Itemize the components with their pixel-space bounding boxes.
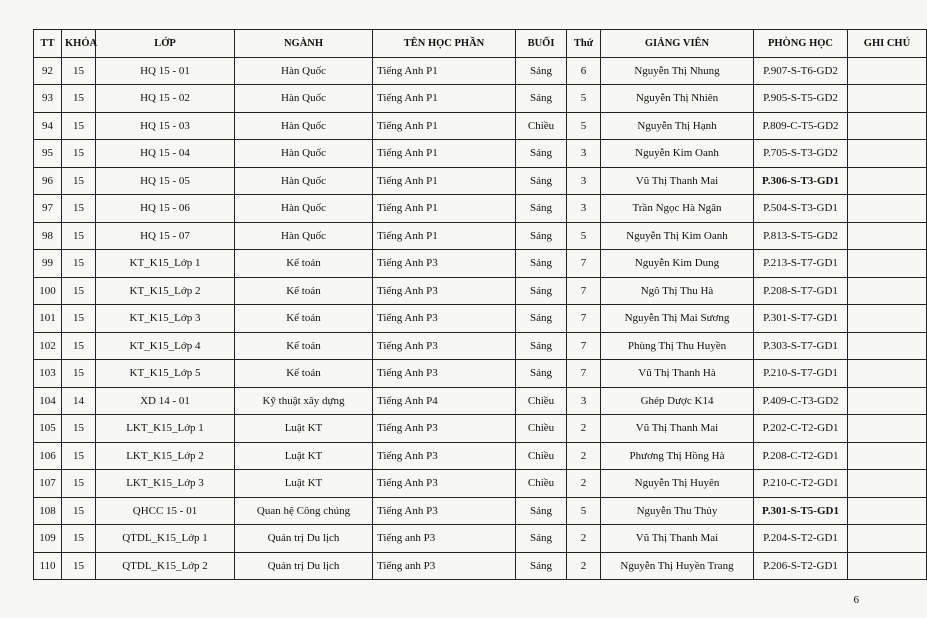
cell-ten-hoc-phan: Tiếng Anh P1 [373,222,516,250]
cell-tt: 103 [34,360,62,388]
cell-buoi: Sáng [516,277,567,305]
col-phong-hoc-header: PHÒNG HỌC [754,30,848,58]
cell-buoi: Sáng [516,525,567,553]
cell-nganh: Kế toán [235,250,373,278]
cell-ten-hoc-phan: Tiếng Anh P3 [373,250,516,278]
cell-buoi: Sáng [516,305,567,333]
cell-thu: 5 [567,85,601,113]
col-ten-hoc-phan-header: TÊN HỌC PHẦN [373,30,516,58]
table-row [34,470,927,498]
cell-giang-vien: Nguyễn Thị Mai Sương [601,305,754,333]
cell-nganh: Kế toán [235,332,373,360]
cell-thu: 3 [567,167,601,195]
cell-lop: HQ 15 - 06 [96,195,235,223]
cell-ten-hoc-phan: Tiếng Anh P3 [373,442,516,470]
cell-buoi: Chiều [516,387,567,415]
cell-lop: QTDL_K15_Lớp 2 [96,552,235,580]
cell-ten-hoc-phan: Tiếng Anh P4 [373,387,516,415]
cell-tt: 110 [34,552,62,580]
cell-ghi-chu [848,85,927,113]
cell-giang-vien: Trần Ngọc Hà Ngân [601,195,754,223]
cell-ten-hoc-phan: Tiếng Anh P3 [373,277,516,305]
table-row [34,112,927,140]
cell-phong-hoc: P.206-S-T2-GD1 [754,552,848,580]
cell-tt: 93 [34,85,62,113]
table-row [34,277,927,305]
cell-giang-vien: Nguyễn Thị Huyên [601,470,754,498]
cell-phong-hoc: P.905-S-T5-GD2 [754,85,848,113]
cell-thu: 6 [567,57,601,85]
cell-buoi: Sáng [516,167,567,195]
cell-lop: HQ 15 - 04 [96,140,235,168]
table-row [34,442,927,470]
cell-giang-vien: Vũ Thị Thanh Hà [601,360,754,388]
cell-ten-hoc-phan: Tiếng Anh P1 [373,85,516,113]
cell-giang-vien: Ngô Thị Thu Hà [601,277,754,305]
cell-phong-hoc: P.504-S-T3-GD1 [754,195,848,223]
cell-buoi: Chiều [516,415,567,443]
cell-khoa: 15 [62,360,96,388]
cell-giang-vien: Nguyễn Thị Huyền Trang [601,552,754,580]
cell-tt: 109 [34,525,62,553]
cell-buoi: Sáng [516,57,567,85]
cell-khoa: 15 [62,552,96,580]
cell-giang-vien: Vũ Thị Thanh Mai [601,525,754,553]
cell-nganh: Kế toán [235,277,373,305]
cell-nganh: Hàn Quốc [235,112,373,140]
cell-tt: 98 [34,222,62,250]
cell-tt: 102 [34,332,62,360]
cell-nganh: Hàn Quốc [235,57,373,85]
cell-ghi-chu [848,442,927,470]
cell-thu: 2 [567,442,601,470]
cell-lop: LKT_K15_Lớp 3 [96,470,235,498]
cell-khoa: 15 [62,250,96,278]
cell-khoa: 15 [62,497,96,525]
header-row [34,30,927,58]
cell-thu: 7 [567,360,601,388]
cell-phong-hoc: P.210-S-T7-GD1 [754,360,848,388]
cell-phong-hoc: P.202-C-T2-GD1 [754,415,848,443]
cell-ten-hoc-phan: Tiếng Anh P1 [373,57,516,85]
cell-khoa: 15 [62,470,96,498]
cell-tt: 100 [34,277,62,305]
cell-ten-hoc-phan: Tiếng Anh P3 [373,332,516,360]
cell-buoi: Sáng [516,195,567,223]
cell-lop: HQ 15 - 07 [96,222,235,250]
cell-buoi: Chiều [516,442,567,470]
cell-buoi: Sáng [516,497,567,525]
cell-tt: 106 [34,442,62,470]
cell-nganh: Kế toán [235,360,373,388]
cell-nganh: Hàn Quốc [235,140,373,168]
cell-khoa: 15 [62,305,96,333]
cell-phong-hoc: P.809-C-T5-GD2 [754,112,848,140]
cell-lop: QHCC 15 - 01 [96,497,235,525]
cell-lop: KT_K15_Lớp 1 [96,250,235,278]
cell-thu: 2 [567,525,601,553]
cell-khoa: 15 [62,57,96,85]
table-row [34,552,927,580]
cell-nganh: Hàn Quốc [235,167,373,195]
cell-thu: 7 [567,332,601,360]
cell-ghi-chu [848,250,927,278]
cell-lop: HQ 15 - 05 [96,167,235,195]
cell-lop: HQ 15 - 02 [96,85,235,113]
cell-khoa: 15 [62,167,96,195]
cell-tt: 101 [34,305,62,333]
cell-khoa: 15 [62,112,96,140]
cell-thu: 7 [567,250,601,278]
schedule-table [33,29,927,580]
cell-thu: 5 [567,497,601,525]
col-nganh-header: NGÀNH [235,30,373,58]
cell-buoi: Sáng [516,360,567,388]
col-lop-header: LỚP [96,30,235,58]
cell-phong-hoc: P.409-C-T3-GD2 [754,387,848,415]
cell-lop: KT_K15_Lớp 5 [96,360,235,388]
table-row [34,305,927,333]
cell-phong-hoc: P.813-S-T5-GD2 [754,222,848,250]
cell-tt: 97 [34,195,62,223]
cell-phong-hoc: P.210-C-T2-GD1 [754,470,848,498]
cell-ten-hoc-phan: Tiếng Anh P3 [373,360,516,388]
cell-thu: 3 [567,195,601,223]
cell-phong-hoc: P.301-S-T5-GD1 [754,497,848,525]
cell-nganh: Quan hệ Công chúng [235,497,373,525]
cell-nganh: Hàn Quốc [235,85,373,113]
cell-ten-hoc-phan: Tiếng Anh P3 [373,305,516,333]
cell-tt: 99 [34,250,62,278]
cell-ten-hoc-phan: Tiếng Anh P1 [373,112,516,140]
cell-ghi-chu [848,552,927,580]
cell-buoi: Chiều [516,112,567,140]
cell-giang-vien: Nguyễn Kim Oanh [601,140,754,168]
cell-giang-vien: Nguyễn Thị Nhung [601,57,754,85]
cell-giang-vien: Vũ Thị Thanh Mai [601,415,754,443]
cell-ghi-chu [848,305,927,333]
cell-phong-hoc: P.301-S-T7-GD1 [754,305,848,333]
cell-buoi: Sáng [516,140,567,168]
cell-ten-hoc-phan: Tiếng Anh P3 [373,415,516,443]
table-row [34,332,927,360]
cell-ghi-chu [848,277,927,305]
cell-thu: 5 [567,222,601,250]
cell-nganh: Luật KT [235,470,373,498]
cell-nganh: Hàn Quốc [235,222,373,250]
cell-ghi-chu [848,167,927,195]
table-row [34,497,927,525]
cell-khoa: 15 [62,525,96,553]
cell-lop: XD 14 - 01 [96,387,235,415]
table-row [34,525,927,553]
cell-ghi-chu [848,332,927,360]
cell-ghi-chu [848,387,927,415]
table-row [34,387,927,415]
cell-ghi-chu [848,57,927,85]
cell-ten-hoc-phan: Tiếng Anh P1 [373,140,516,168]
cell-tt: 92 [34,57,62,85]
cell-ghi-chu [848,140,927,168]
table-body [34,57,927,580]
col-buoi-header: BUỔI [516,30,567,58]
col-ghi-chu-header: GHI CHÚ [848,30,927,58]
cell-phong-hoc: P.303-S-T7-GD1 [754,332,848,360]
table-row [34,195,927,223]
cell-nganh: Quản trị Du lịch [235,525,373,553]
cell-thu: 2 [567,552,601,580]
cell-giang-vien: Vũ Thị Thanh Mai [601,167,754,195]
cell-thu: 5 [567,112,601,140]
col-khoa-header: KHÓA [62,30,96,58]
cell-giang-vien: Nguyễn Thu Thủy [601,497,754,525]
cell-phong-hoc: P.306-S-T3-GD1 [754,167,848,195]
table-row [34,140,927,168]
cell-nganh: Quản trị Du lịch [235,552,373,580]
table-row [34,360,927,388]
cell-lop: LKT_K15_Lớp 1 [96,415,235,443]
cell-nganh: Kỹ thuật xây dựng [235,387,373,415]
cell-phong-hoc: P.204-S-T2-GD1 [754,525,848,553]
cell-buoi: Sáng [516,332,567,360]
cell-nganh: Luật KT [235,442,373,470]
cell-khoa: 15 [62,332,96,360]
cell-giang-vien: Phùng Thị Thu Huyền [601,332,754,360]
cell-giang-vien: Phương Thị Hồng Hà [601,442,754,470]
cell-ghi-chu [848,497,927,525]
col-giang-vien-header: GIẢNG VIÊN [601,30,754,58]
col-thu-header: Thứ [567,30,601,58]
cell-ghi-chu [848,525,927,553]
cell-ten-hoc-phan: Tiếng anh P3 [373,525,516,553]
cell-lop: KT_K15_Lớp 2 [96,277,235,305]
cell-ten-hoc-phan: Tiếng Anh P1 [373,167,516,195]
cell-buoi: Chiều [516,470,567,498]
cell-buoi: Sáng [516,552,567,580]
cell-thu: 3 [567,140,601,168]
cell-khoa: 15 [62,140,96,168]
cell-thu: 7 [567,277,601,305]
cell-khoa: 15 [62,277,96,305]
cell-phong-hoc: P.907-S-T6-GD2 [754,57,848,85]
cell-ghi-chu [848,195,927,223]
cell-lop: HQ 15 - 01 [96,57,235,85]
cell-phong-hoc: P.213-S-T7-GD1 [754,250,848,278]
cell-lop: QTDL_K15_Lớp 1 [96,525,235,553]
cell-khoa: 15 [62,195,96,223]
cell-khoa: 15 [62,442,96,470]
table-row [34,167,927,195]
cell-phong-hoc: P.208-C-T2-GD1 [754,442,848,470]
cell-tt: 96 [34,167,62,195]
cell-ten-hoc-phan: Tiếng Anh P1 [373,195,516,223]
cell-phong-hoc: P.208-S-T7-GD1 [754,277,848,305]
cell-thu: 7 [567,305,601,333]
cell-nganh: Luật KT [235,415,373,443]
table-row [34,415,927,443]
cell-ghi-chu [848,360,927,388]
cell-tt: 94 [34,112,62,140]
cell-khoa: 14 [62,387,96,415]
cell-lop: KT_K15_Lớp 4 [96,332,235,360]
cell-buoi: Sáng [516,222,567,250]
cell-tt: 105 [34,415,62,443]
col-tt-header: TT [34,30,62,58]
cell-giang-vien: Nguyễn Kim Dung [601,250,754,278]
cell-ghi-chu [848,470,927,498]
cell-giang-vien: Nguyễn Thị Hạnh [601,112,754,140]
cell-khoa: 15 [62,85,96,113]
cell-giang-vien: Nguyễn Thị Kim Oanh [601,222,754,250]
cell-khoa: 15 [62,415,96,443]
cell-tt: 108 [34,497,62,525]
cell-buoi: Sáng [516,85,567,113]
cell-thu: 3 [567,387,601,415]
cell-ghi-chu [848,112,927,140]
cell-ten-hoc-phan: Tiếng Anh P3 [373,470,516,498]
table-row [34,250,927,278]
cell-giang-vien: Ghép Dược K14 [601,387,754,415]
cell-ten-hoc-phan: Tiếng Anh P3 [373,497,516,525]
cell-phong-hoc: P.705-S-T3-GD2 [754,140,848,168]
cell-ghi-chu [848,415,927,443]
cell-thu: 2 [567,415,601,443]
cell-ghi-chu [848,222,927,250]
table-row [34,222,927,250]
cell-thu: 2 [567,470,601,498]
cell-ten-hoc-phan: Tiếng anh P3 [373,552,516,580]
cell-lop: KT_K15_Lớp 3 [96,305,235,333]
cell-nganh: Hàn Quốc [235,195,373,223]
cell-tt: 107 [34,470,62,498]
page-number: 6 [853,594,859,606]
cell-khoa: 15 [62,222,96,250]
cell-lop: LKT_K15_Lớp 2 [96,442,235,470]
cell-lop: HQ 15 - 03 [96,112,235,140]
cell-giang-vien: Nguyễn Thị Nhiên [601,85,754,113]
cell-nganh: Kế toán [235,305,373,333]
cell-tt: 104 [34,387,62,415]
cell-tt: 95 [34,140,62,168]
cell-buoi: Sáng [516,250,567,278]
table-row [34,85,927,113]
table-row [34,57,927,85]
